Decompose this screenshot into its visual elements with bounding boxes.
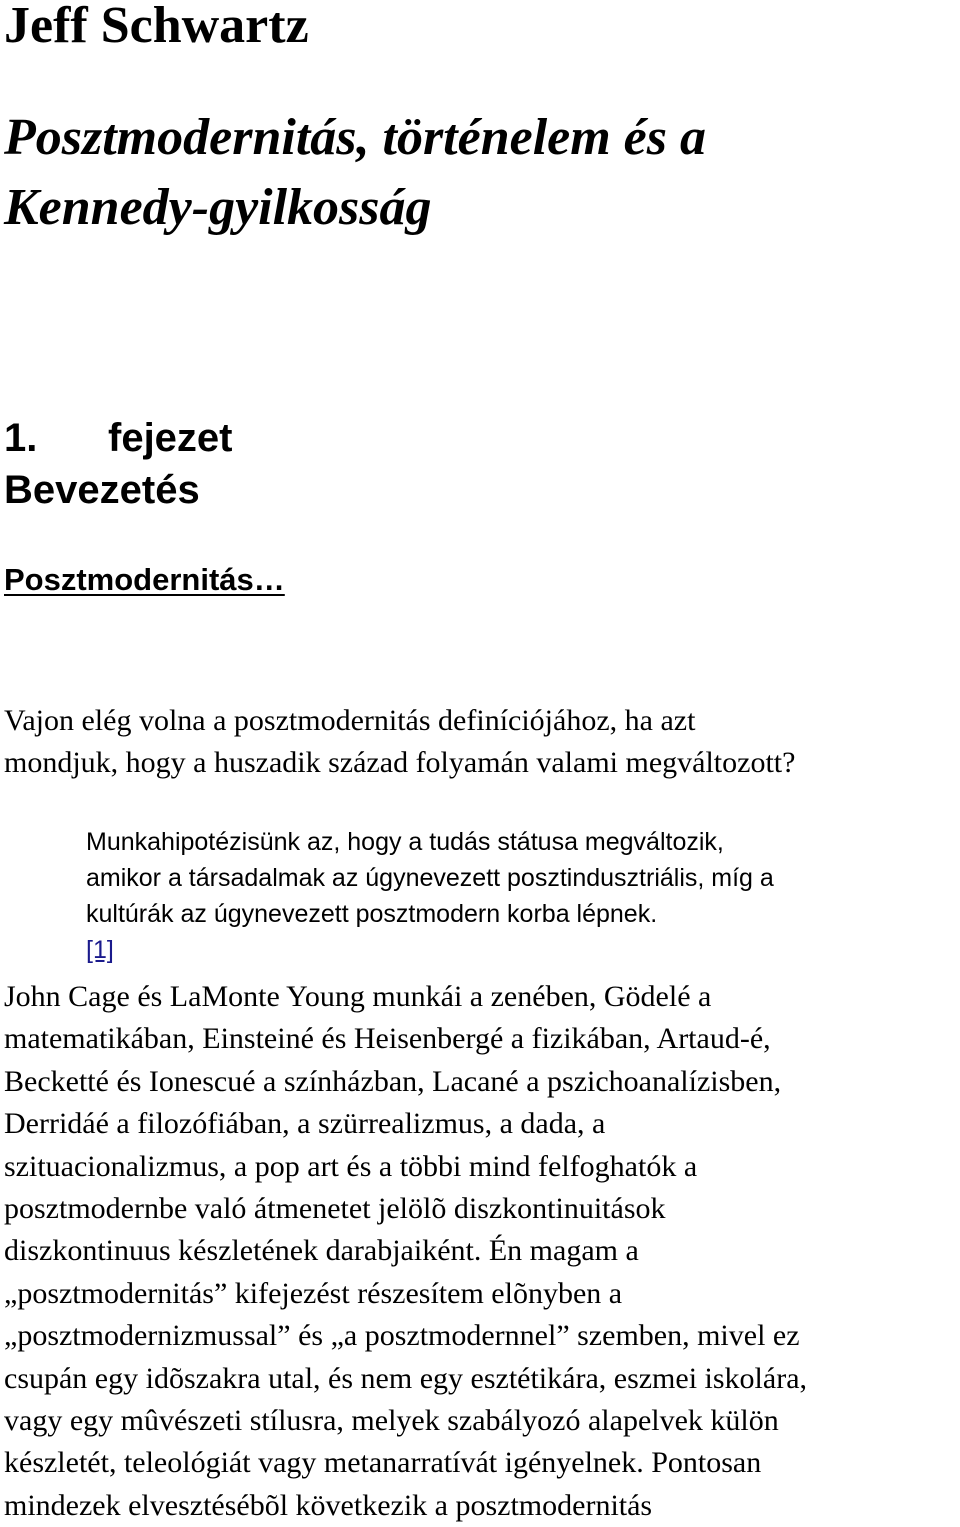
document-title [4, 103, 706, 243]
body-paragraph [4, 976, 807, 1527]
body-line: John Cage és LaMonte Young munkái a zenében, Gödelé a [4, 980, 712, 1013]
intro-line: Vajon elég volna a posztmodernitás definíciójához, ha azt [4, 704, 696, 737]
body-line: „posztmodernitás” kifejezést részesítem elõnyben a [4, 1276, 623, 1310]
body-line: vagy egy mûvészeti stílusra, melyek szabályozó alapelvek külön [4, 1404, 779, 1438]
chapter-label: fejezet [108, 416, 233, 460]
intro-paragraph [4, 700, 795, 784]
intro-line: mondjuk, hogy a huszadik század folyamán valami megváltozott? [4, 746, 796, 779]
author-name: Jeff Schwartz [4, 0, 309, 54]
footnote-link[interactable]: [1] [86, 936, 114, 964]
block-quote [86, 824, 774, 968]
body-line: Derridáé a filozófiában, a szürrealizmus, a dada, a [4, 1107, 606, 1141]
body-line: mindezek elvesztésébõl következik a posztmodernitás [4, 1488, 653, 1522]
quote-last-line [86, 896, 774, 968]
quote-line-text: kultúrák az úgynevezett posztmodern korba lépnek. [86, 900, 658, 928]
chapter-name: Bevezetés [4, 468, 200, 512]
chapter-number-line [4, 412, 233, 464]
section-heading: Posztmodernitás… [4, 562, 285, 597]
body-line: matematikában, Einsteiné és Heisenbergé a fizikában, Artaud-é, [4, 1022, 771, 1056]
title-line: Kennedy-gyilkosság [4, 179, 432, 236]
body-line: „posztmodernizmussal” és „a posztmodernnel” szemben, mivel ez [4, 1319, 800, 1353]
body-line: csupán egy idõszakra utal, és nem egy esztétikára, eszmei iskolára, [4, 1361, 808, 1395]
chapter-heading [4, 412, 233, 516]
body-line: diszkontinuus készletének darabjaiként. Én magam a [4, 1234, 639, 1268]
body-line: szituacionalizmus, a pop art és a többi mind felfoghatók a [4, 1149, 698, 1183]
quote-line: Munkahipotézisünk az, hogy a tudás státusa megváltozik, [86, 828, 724, 856]
body-line: posztmodernbe való átmenetet jelölõ diszkontinuitások [4, 1192, 666, 1226]
body-line: készletét, teleológiát vagy metanarratívát igényelnek. Pontosan [4, 1446, 762, 1480]
body-line: Becketté és Ionescué a színházban, Lacané a pszichoanalízisben, [4, 1064, 782, 1098]
chapter-number: 1. [4, 416, 38, 460]
quote-line: amikor a társadalmak az úgynevezett posztindusztriális, míg a [86, 864, 774, 892]
title-line: Posztmodernitás, történelem és a [4, 109, 706, 166]
